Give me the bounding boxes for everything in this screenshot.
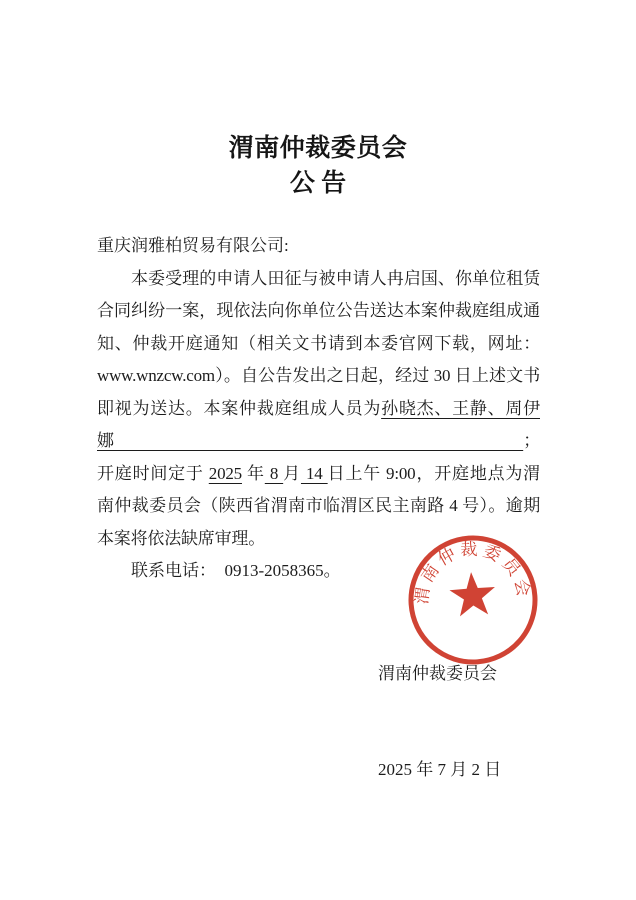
underlined-text: 2025 — [208, 463, 242, 483]
body-text: 日上午 9:00，开庭地点为渭 — [327, 463, 540, 483]
star-icon — [448, 570, 497, 616]
body-text: 即视为送达。本案仲裁庭组成人员为 — [97, 398, 382, 418]
official-seal — [398, 525, 547, 674]
seal-arc-text: 渭南仲裁委员会 — [412, 539, 534, 606]
underlined-text: 14 — [300, 463, 328, 483]
underlined-text: 孙晓杰、王静、周伊娜 — [97, 398, 540, 450]
body-line — [97, 458, 540, 491]
seal-graphic — [398, 525, 547, 674]
body-line — [97, 328, 540, 361]
document-title: 渭南仲裁委员会 — [228, 135, 408, 162]
body-paragraph — [97, 263, 540, 556]
body-text: 南仲裁委员会（陕西省渭南市临渭区民主南路 4 号）。逾期 — [97, 496, 540, 515]
body-text: 本委受理的申请人田征与被申请人冉启国、你单位租赁 — [131, 268, 540, 288]
body-text: 本案将依法缺席审理。 — [97, 528, 265, 548]
body-text: 月 — [283, 463, 301, 483]
document-subtitle: 公 告 — [289, 170, 347, 197]
body-text: www.wnzcw.com）。自公告发出之日起，经过 30 日上述文书 — [97, 366, 540, 385]
body-line — [97, 393, 540, 458]
contact-phone-line: 联系电话： 0913-2058365。 — [131, 561, 341, 580]
body-line — [97, 360, 540, 393]
addressee-line: 重庆润雅柏贸易有限公司: — [97, 236, 289, 255]
underlined-text: 8 — [264, 463, 284, 483]
body-text: 开庭时间定于 — [97, 463, 209, 483]
body-line — [97, 490, 540, 523]
body-text: 知、仲裁开庭通知（相关文书请到本委官网下载，网址： — [97, 333, 540, 353]
signature-org: 渭南仲裁委员会 — [378, 664, 497, 683]
body-text: 合同纠纷一案，现依法向你单位公告送达本案仲裁庭组成通 — [97, 301, 540, 320]
body-text: ； — [523, 431, 540, 450]
body-line — [97, 295, 540, 328]
body-text: 年 — [241, 463, 265, 483]
signature-date: 2025 年 7 月 2 日 — [378, 760, 502, 779]
body-line — [97, 263, 540, 296]
